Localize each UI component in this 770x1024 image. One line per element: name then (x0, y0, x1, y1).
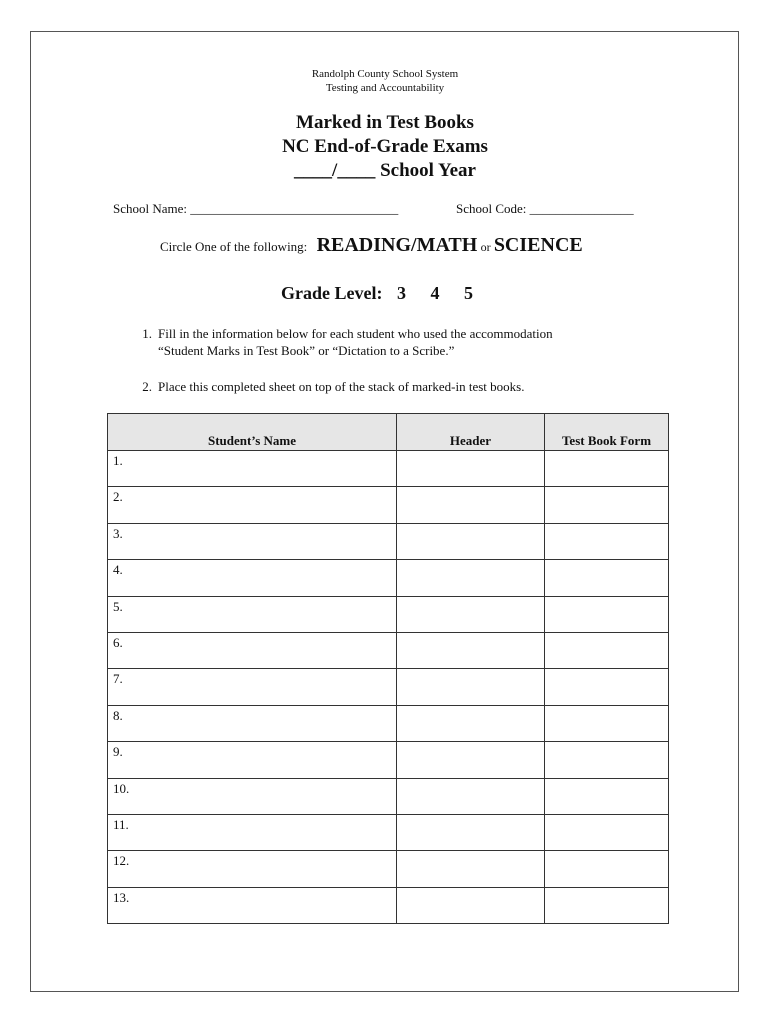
row-number: 9. (113, 744, 123, 760)
row-number: 13. (113, 889, 130, 905)
subject-or: or (480, 240, 491, 254)
row-number: 11. (113, 816, 129, 832)
test-book-form-cell[interactable] (545, 669, 669, 705)
table-row (108, 669, 669, 705)
row-number: 8. (113, 707, 123, 723)
table-row (108, 742, 669, 778)
instruction-text: Fill in the information below for each student who used the accommodation (158, 326, 553, 341)
table-row (108, 632, 669, 668)
header-cell[interactable] (397, 814, 545, 850)
row-number: 1. (113, 453, 123, 468)
header-cell[interactable] (397, 705, 545, 741)
grade-option-3[interactable]: 3 (396, 283, 406, 303)
instruction-1 (130, 325, 553, 359)
instruction-text-cont: “Student Marks in Test Book” or “Dictation to a Scribe.” (158, 343, 455, 358)
table-row (108, 487, 669, 523)
document-title: Marked in Test Books (296, 112, 474, 133)
instruction-number: 2. (142, 379, 152, 394)
row-number: 12. (113, 853, 130, 869)
student-name-cell[interactable] (108, 669, 397, 705)
subject-selector (160, 234, 583, 257)
document-subtitle: NC End-of-Grade Exams (282, 136, 488, 157)
student-name-cell[interactable] (108, 742, 397, 778)
student-name-cell[interactable] (108, 487, 397, 523)
row-number: 4. (113, 562, 123, 578)
instruction-text: Place this completed sheet on top of the stack of marked-in test books. (158, 379, 525, 394)
subject-science[interactable]: SCIENCE (493, 234, 583, 256)
org-name: Randolph County School System (311, 68, 459, 80)
row-number: 2. (113, 489, 123, 505)
school-code-field[interactable]: School Code: ________________ (456, 201, 634, 216)
table-row (108, 596, 669, 632)
test-book-form-cell[interactable] (545, 814, 669, 850)
table-row (108, 705, 669, 741)
header-cell[interactable] (397, 778, 545, 814)
student-roster-table (107, 413, 669, 924)
student-name-cell[interactable] (108, 596, 397, 632)
student-name-cell[interactable] (108, 451, 397, 487)
header-cell[interactable] (397, 851, 545, 887)
table-row (108, 887, 669, 923)
column-header-test-book-form: Test Book Form (545, 414, 669, 451)
school-year-line: ____/____ School Year (294, 160, 476, 181)
test-book-form-cell[interactable] (545, 487, 669, 523)
header-cell[interactable] (397, 560, 545, 596)
test-book-form-cell[interactable] (545, 887, 669, 923)
test-book-form-cell[interactable] (545, 851, 669, 887)
header-cell[interactable] (397, 523, 545, 559)
student-name-cell[interactable] (108, 560, 397, 596)
student-name-cell[interactable] (108, 887, 397, 923)
header-cell[interactable] (397, 632, 545, 668)
table-row (108, 451, 669, 487)
school-name-field[interactable]: School Name: ________________________________ (113, 201, 399, 216)
table-row (108, 851, 669, 887)
org-department: Testing and Accountability (325, 82, 445, 94)
row-number: 5. (113, 598, 123, 614)
test-book-form-cell[interactable] (545, 560, 669, 596)
header-cell[interactable] (397, 742, 545, 778)
row-number: 6. (113, 634, 123, 650)
grade-option-4[interactable]: 4 (430, 283, 440, 303)
header-cell[interactable] (397, 669, 545, 705)
table-row (108, 523, 669, 559)
test-book-form-cell[interactable] (545, 523, 669, 559)
row-number: 10. (113, 780, 130, 796)
test-book-form-cell[interactable] (545, 596, 669, 632)
student-name-cell[interactable] (108, 705, 397, 741)
table-header-row (108, 414, 669, 451)
table-row (108, 778, 669, 814)
test-book-form-cell[interactable] (545, 632, 669, 668)
subject-reading-math[interactable]: READING/MATH (316, 234, 478, 256)
header-cell[interactable] (397, 887, 545, 923)
test-book-form-cell[interactable] (545, 705, 669, 741)
table-row (108, 814, 669, 850)
instruction-2 (130, 378, 524, 395)
column-header-header: Header (397, 414, 545, 451)
student-name-cell[interactable] (108, 523, 397, 559)
student-name-cell[interactable] (108, 814, 397, 850)
header-cell[interactable] (397, 487, 545, 523)
column-header-student-name: Student’s Name (108, 414, 397, 451)
table-row (108, 560, 669, 596)
student-name-cell[interactable] (108, 632, 397, 668)
row-number: 7. (113, 671, 123, 687)
test-book-form-cell[interactable] (545, 742, 669, 778)
subject-prompt: Circle One of the following: (160, 239, 308, 254)
test-book-form-cell[interactable] (545, 451, 669, 487)
instruction-number: 1. (142, 326, 152, 341)
student-name-cell[interactable] (108, 778, 397, 814)
student-name-cell[interactable] (108, 851, 397, 887)
test-book-form-cell[interactable] (545, 778, 669, 814)
grade-level-label: Grade Level: (281, 283, 383, 303)
grade-option-5[interactable]: 5 (463, 283, 473, 303)
header-cell[interactable] (397, 451, 545, 487)
row-number: 3. (113, 525, 123, 541)
grade-level (281, 283, 473, 304)
header-cell[interactable] (397, 596, 545, 632)
